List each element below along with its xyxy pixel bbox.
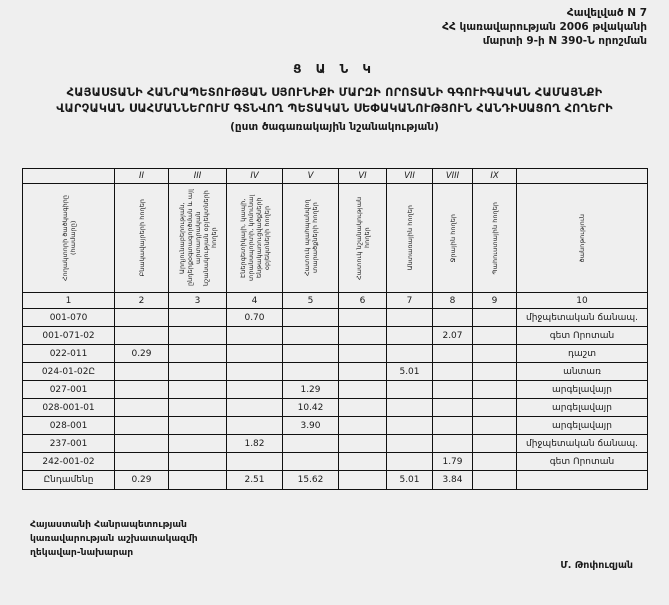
row-code: 024-01-02Ը [23,363,115,381]
total-industry [169,471,227,490]
row-forest [387,345,433,363]
row-special [339,327,387,345]
row-settlement [115,381,169,399]
row-industry [169,453,227,471]
row-note: անտառ [517,363,648,381]
row-note: արգելավայր [517,399,648,417]
table-total-row [23,471,648,490]
row-special [339,363,387,381]
row-reserve [473,309,517,327]
row-settlement: 0.29 [115,345,169,363]
row-protected [283,327,339,345]
row-forest [387,399,433,417]
row-note: դաշտ [517,345,648,363]
document-header [442,6,647,48]
column-header-note [517,184,648,293]
row-code: 001-071-02 [23,327,115,345]
row-industry [169,417,227,435]
row-energy [227,417,283,435]
row-forest [387,417,433,435]
roman-cell-6: VI [339,169,387,184]
row-note: միջպետական ճանապ. [517,435,648,453]
total-forest: 5.01 [387,471,433,490]
row-special [339,345,387,363]
row-code: 027-001 [23,381,115,399]
footer-line-3: ղեկավար-նախարար [30,547,134,558]
row-protected: 1.29 [283,381,339,399]
title-subtitle: (ըստ ծագառակային նշանակության) [230,121,439,133]
total-water: 3.84 [433,471,473,490]
footer-line-1: Հայաստանի Հանրապետության [30,519,187,530]
row-energy [227,363,283,381]
row-protected [283,435,339,453]
roman-cell-10 [517,169,648,184]
row-settlement [115,417,169,435]
row-forest [387,435,433,453]
row-forest [387,309,433,327]
row-protected [283,363,339,381]
row-energy [227,345,283,363]
column-header-energy-label: Էներգետիկայի, կապի, տրանսպորտի, կոմունալ ենթակառուցվածքների օբյեկտների հողեր [238,194,271,282]
table-number-row [23,293,648,309]
total-special [339,471,387,490]
row-settlement [115,399,169,417]
title-block [0,62,669,133]
row-energy: 1.82 [227,435,283,453]
row-forest [387,453,433,471]
total-settlement: 0.29 [115,471,169,490]
row-industry [169,327,227,345]
number-cell-7: 7 [387,293,433,309]
roman-cell-5: V [283,169,339,184]
roman-cell-3: III [169,169,227,184]
row-settlement [115,309,169,327]
column-header-forest [387,184,433,293]
roman-cell-2: II [115,169,169,184]
number-cell-8: 8 [433,293,473,309]
row-reserve [473,363,517,381]
column-header-water [433,184,473,293]
land-table-container [22,168,647,490]
row-note: միջպետական ճանապ. [517,309,648,327]
row-special [339,435,387,453]
row-settlement [115,363,169,381]
roman-cell-9: IX [473,169,517,184]
row-code: 242-001-02 [23,453,115,471]
row-special [339,381,387,399]
row-reserve [473,435,517,453]
row-water [433,399,473,417]
number-cell-3: 3 [169,293,227,309]
row-energy: 0.70 [227,309,283,327]
row-reserve [473,327,517,345]
header-line-2: ՀՀ կառավարության 2006 թվականի [442,21,647,33]
table-row [23,453,648,471]
row-water [433,381,473,399]
row-water [433,309,473,327]
row-water [433,345,473,363]
row-energy [227,453,283,471]
row-settlement [115,327,169,345]
row-reserve [473,453,517,471]
row-note: գետ Որոտան [517,327,648,345]
row-protected: 10.42 [283,399,339,417]
row-note: գետ Որոտան [517,453,648,471]
roman-cell-1 [23,169,115,184]
table-row [23,309,648,327]
row-code: 237-001 [23,435,115,453]
column-header-note-label: ծանոթություն [578,213,586,263]
row-water: 1.79 [433,453,473,471]
column-header-industry-label: Արդյունաբերության, ընդերքօգտագործման և այլ արտադրական նշանակության օբյեկտների հողեր [177,189,218,287]
footer-block [30,518,198,560]
land-table [22,168,648,490]
row-special [339,309,387,327]
column-header-reserve-label: Պահուստային հողեր [490,201,499,275]
signature-name: Մ. Թոփուզյան [560,560,633,571]
row-water [433,435,473,453]
row-industry [169,381,227,399]
row-water [433,363,473,381]
column-header-code-label: Հողակտորի ծածկագիրը (համարը) [60,194,77,282]
row-reserve [473,381,517,399]
row-reserve [473,399,517,417]
column-header-protected [283,184,339,293]
title-line-1: ՀԱՅԱՍՏԱՆԻ ՀԱՆՐԱՊԵՏՈՒԹՅԱՆ ՍՅՈՒՆԻՔԻ ՄԱՐԶԻ ՈՐՈՏԱՆԻ ԳԳՈՒԻԳԱԿԱՆ ՀԱՄԱՅՆՔԻ [66,86,603,99]
column-header-reserve [473,184,517,293]
column-header-forest-label: Անտառային հողեր [405,205,414,271]
number-cell-9: 9 [473,293,517,309]
table-row [23,381,648,399]
table-row [23,417,648,435]
column-header-special-label: Հատուկ նշանակության հողեր [354,196,371,280]
column-header-settlement-label: Բնակավայրերի հողեր [137,199,146,277]
number-cell-2: 2 [115,293,169,309]
row-reserve [473,345,517,363]
table-row [23,345,648,363]
total-note [517,471,648,490]
number-cell-1: 1 [23,293,115,309]
column-header-energy [227,184,283,293]
column-header-settlement [115,184,169,293]
row-water: 2.07 [433,327,473,345]
column-header-industry [169,184,227,293]
table-row [23,363,648,381]
row-energy [227,399,283,417]
row-protected [283,453,339,471]
roman-cell-7: VII [387,169,433,184]
column-header-protected-label: Հատուկ պահպանվող տարածքների հողեր [302,199,319,277]
row-forest: 5.01 [387,363,433,381]
page-title: Ց Ա Ն Կ [293,62,376,76]
total-energy: 2.51 [227,471,283,490]
row-protected [283,345,339,363]
row-settlement [115,453,169,471]
row-industry [169,435,227,453]
row-reserve [473,417,517,435]
column-header-special [339,184,387,293]
total-protected: 15.62 [283,471,339,490]
row-forest [387,381,433,399]
row-code: 001-070 [23,309,115,327]
row-special [339,453,387,471]
table-row [23,399,648,417]
column-header-water-label: Ջրային հողեր [448,213,457,263]
footer-line-2: կառավարության աշխատակազմի [30,533,198,544]
row-industry [169,345,227,363]
total-reserve [473,471,517,490]
table-row [23,435,648,453]
header-line-1: Հավելված N 7 [566,7,647,19]
row-energy [227,381,283,399]
row-special [339,417,387,435]
table-row [23,327,648,345]
row-note: արգելավայր [517,417,648,435]
row-code: 028-001-01 [23,399,115,417]
column-header-code [23,184,115,293]
row-special [339,399,387,417]
title-line-2: ՎԱՐՉԱԿԱՆ ՍԱՀՄԱՆՆԵՐՈՒՄ ԳՏՆՎՈՂ ՊԵՏԱԿԱՆ ՍԵՓԱԿԱՆՈՒԹՅՈՒՆ ՀԱՆԴԻՍԱՑՈՂ ՀՈՂԵՐԻ [56,102,613,115]
header-line-3: մարտի 9-ի N 390-Ն որոշման [482,35,647,47]
roman-cell-8: VIII [433,169,473,184]
row-industry [169,309,227,327]
number-cell-4: 4 [227,293,283,309]
roman-cell-4: IV [227,169,283,184]
row-protected: 3.90 [283,417,339,435]
row-settlement [115,435,169,453]
table-roman-row [23,169,648,184]
number-cell-10: 10 [517,293,648,309]
number-cell-6: 6 [339,293,387,309]
total-label: Ընդամենը [23,471,115,490]
row-protected [283,309,339,327]
row-note: արգելավայր [517,381,648,399]
row-code: 028-001 [23,417,115,435]
table-header-row [23,184,648,293]
row-industry [169,399,227,417]
row-industry [169,363,227,381]
number-cell-5: 5 [283,293,339,309]
row-energy [227,327,283,345]
row-water [433,417,473,435]
row-code: 022-011 [23,345,115,363]
row-forest [387,327,433,345]
